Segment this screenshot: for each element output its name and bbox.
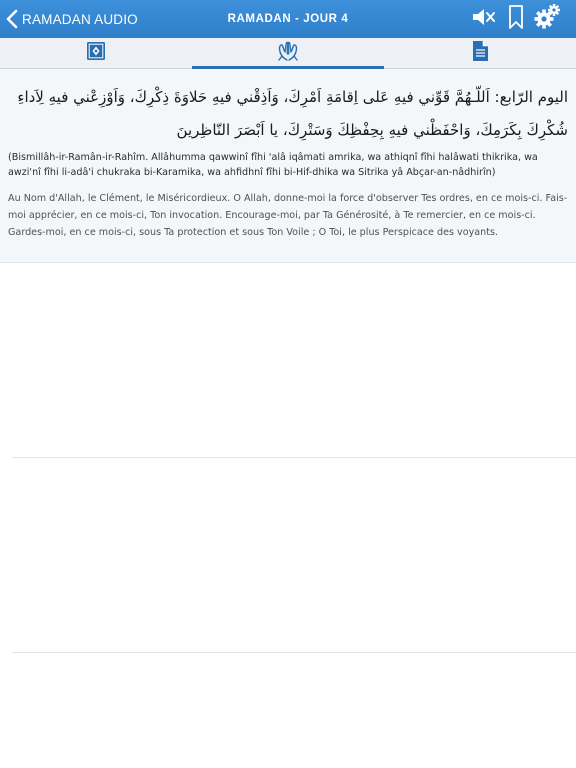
tab-bar [0, 38, 576, 69]
dua-translation: Au Nom d'Allah, le Clément, le Miséricordieux. O Allah, donne-moi la force d'observer Tes ordres, en ce mois-ci. Fais-moi apprécier, en ce mois-ci, Ton invocation. Encourage-moi, par Ta Générosité, à Te remercier, en ce mois-ci. Gardes-moi, en ce mois-ci, sous Ta protection et sous Ton Voile ; O Toi, le plus Perspicace des voyants. [8, 193, 568, 238]
dua-content [0, 69, 576, 263]
dua-arabic-text: اليوم الرّابع: اَللّـهُمَّ قَوِّني فيهِ عَلى اِقامَةِ اَمْرِكَ، وَاَذِقْني فيهِ حَلاوَةَ ذِكْرِكَ، وَاَوْزِعْني فيهِ لِاَداءِ شُكْرِكَ بِكَرَمِكَ، وَاحْفَظْني فيهِ بِحِفْظِكَ وَسَتْرِكَ، يا اَبْصَرَ النّاظِرينَ [17, 88, 568, 139]
praying-hands-icon [275, 40, 301, 66]
tab-quran[interactable] [0, 38, 192, 68]
back-button-label: RAMADAN AUDIO [22, 11, 138, 27]
dua-transliteration: (Bismillâh-ir-Ramân-ir-Rahîm. Allâhumma qawwinî fîhi 'alâ iqâmati amrika, wa athiqnî fîhi halâwati thikrika, wa awzi'nî fîhi li-adâ'i chukraka bi-Karamika, wa ahfidhnî fîhi bi-Hif-dhika wa Sitrika yâ Abçar-an-nâdhirîn) [8, 152, 538, 178]
bookmark-button[interactable] [502, 5, 530, 33]
back-button[interactable] [6, 0, 138, 38]
gears-icon [533, 3, 561, 35]
navigation-bar [0, 0, 576, 38]
speaker-muted-icon [471, 6, 497, 32]
list-divider [12, 652, 576, 653]
bookmark-icon [507, 4, 525, 34]
quran-book-icon [86, 41, 106, 65]
mute-button[interactable] [470, 5, 498, 33]
settings-button[interactable] [533, 5, 561, 33]
tab-dua[interactable] [192, 38, 384, 68]
page-title: RAMADAN - JOUR 4 [227, 13, 349, 25]
list-divider [12, 457, 576, 458]
tab-document[interactable] [384, 38, 576, 68]
document-icon [471, 40, 489, 66]
chevron-left-icon [6, 9, 18, 29]
